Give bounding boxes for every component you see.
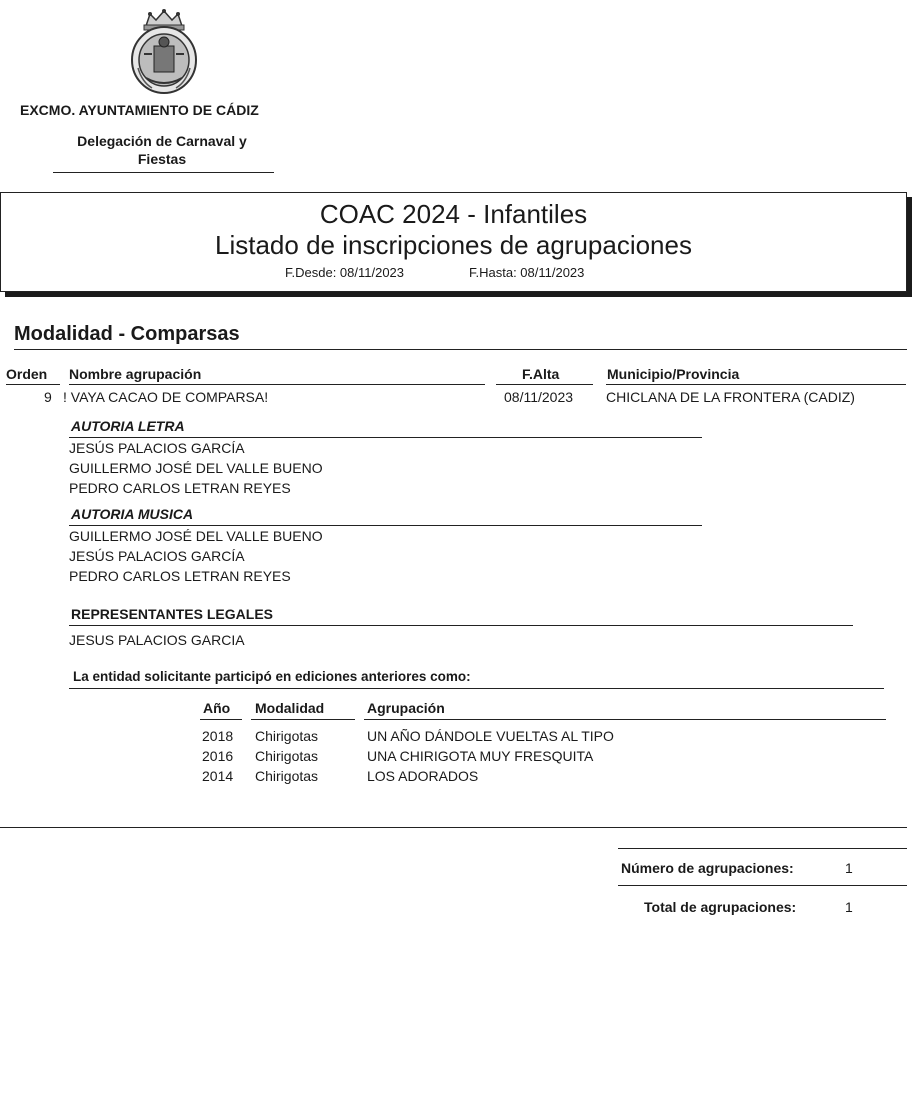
representantes-heading: REPRESENTANTES LEGALES [71, 606, 273, 622]
entry-municipio: CHICLANA DE LA FRONTERA (CADIZ) [606, 389, 855, 405]
history-col-anio: Año [203, 700, 231, 716]
total-agrupaciones-label: Total de agrupaciones: [644, 899, 797, 915]
history-row-anio: 2018 [202, 728, 234, 744]
header-divider [53, 172, 274, 173]
history-row-modalidad: Chirigotas [255, 748, 319, 764]
history-rule [69, 688, 884, 689]
column-rule-falta [496, 384, 593, 385]
column-rule-nombre [69, 384, 485, 385]
history-row-agrupacion: UNA CHIRIGOTA MUY FRESQUITA [367, 748, 594, 764]
modalidad-heading: Modalidad - Comparsas [14, 323, 240, 345]
report-title: COAC 2024 - Infantiles [319, 199, 588, 229]
history-col-agrupacion: Agrupación [367, 700, 445, 716]
section-end-rule [0, 827, 907, 828]
totals-mid-rule [618, 885, 907, 886]
department-line-2: Fiestas [137, 151, 187, 167]
autoria-musica-rule [69, 525, 702, 526]
column-header-orden: Orden [6, 366, 48, 382]
column-rule-municipio [606, 384, 906, 385]
representante-person: JESUS PALACIOS GARCIA [69, 632, 245, 648]
history-heading: La entidad solicitante participó en ediciones anteriores como: [73, 669, 471, 684]
total-agrupaciones-value: 1 [845, 899, 853, 915]
department-line-1: Delegación de Carnaval y [77, 133, 247, 149]
autoria-letra-person: PEDRO CARLOS LETRAN REYES [69, 480, 291, 496]
history-rule-agrupacion [364, 719, 886, 720]
history-rule-anio [200, 719, 242, 720]
report-subtitle: Listado de inscripciones de agrupaciones [215, 230, 692, 260]
numero-agrupaciones-label: Número de agrupaciones: [621, 860, 794, 876]
date-to: F.Hasta: 08/11/2023 [469, 265, 585, 280]
history-row-modalidad: Chirigotas [255, 768, 319, 784]
column-rule-orden [6, 384, 60, 385]
autoria-letra-heading: AUTORIA LETRA [71, 418, 185, 434]
autoria-letra-person: GUILLERMO JOSÉ DEL VALLE BUENO [69, 460, 323, 476]
autoria-musica-heading: AUTORIA MUSICA [71, 506, 194, 522]
entry-nombre: ! VAYA CACAO DE COMPARSA! [63, 389, 269, 405]
history-col-modalidad: Modalidad [255, 700, 325, 716]
institution-name: EXCMO. AYUNTAMIENTO DE CÁDIZ [20, 102, 259, 118]
date-from: F.Desde: 08/11/2023 [285, 265, 405, 280]
entry-orden: 9 [44, 389, 52, 405]
entry-falta: 08/11/2023 [504, 389, 574, 405]
autoria-letra-rule [69, 437, 702, 438]
modalidad-divider [14, 349, 907, 350]
totals-top-rule [618, 848, 907, 849]
autoria-letra-person: JESÚS PALACIOS GARCÍA [69, 440, 245, 456]
coat-of-arms-icon [124, 8, 204, 96]
history-row-modalidad: Chirigotas [255, 728, 319, 744]
history-rule-modalidad [251, 719, 355, 720]
column-header-municipio: Municipio/Provincia [607, 366, 740, 382]
column-header-falta: F.Alta [522, 366, 560, 382]
representantes-rule [69, 625, 853, 626]
autoria-musica-person: PEDRO CARLOS LETRAN REYES [69, 568, 291, 584]
report-title-box [0, 192, 907, 292]
autoria-musica-person: JESÚS PALACIOS GARCÍA [69, 548, 245, 564]
history-row-anio: 2016 [202, 748, 234, 764]
history-row-agrupacion: UN AÑO DÁNDOLE VUELTAS AL TIPO [367, 728, 614, 744]
history-row-anio: 2014 [202, 768, 234, 784]
column-header-nombre: Nombre agrupación [69, 366, 202, 382]
numero-agrupaciones-value: 1 [845, 860, 853, 876]
history-row-agrupacion: LOS ADORADOS [367, 768, 479, 784]
autoria-musica-person: GUILLERMO JOSÉ DEL VALLE BUENO [69, 528, 323, 544]
